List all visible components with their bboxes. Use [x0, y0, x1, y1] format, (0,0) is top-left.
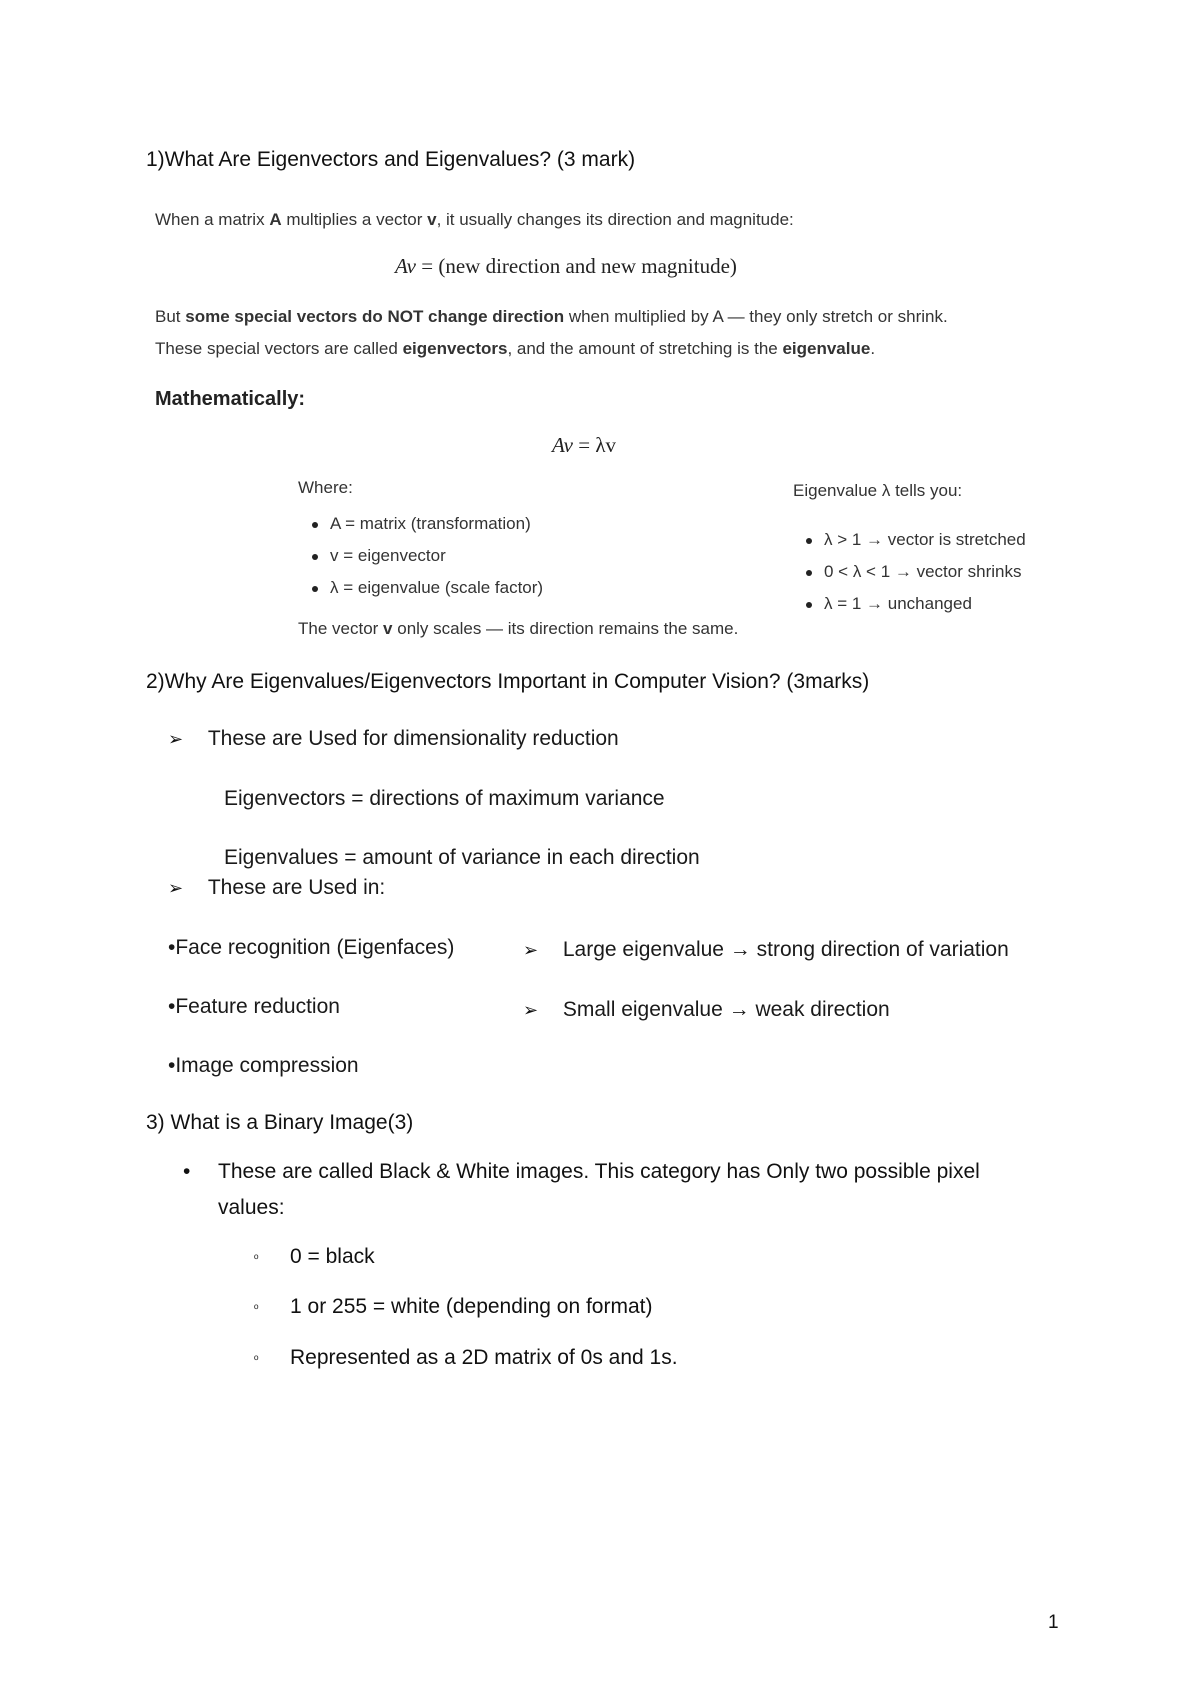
eigenvalue-item: λ = 1 → unchanged [806, 594, 972, 614]
where-item: v = eigenvector [312, 546, 446, 566]
arrow-bullet-icon: ➢ [168, 878, 184, 898]
ring-bullet-icon: º [254, 1252, 259, 1266]
use-item: •Image compression [168, 1054, 359, 1077]
q2-title: 2)Why Are Eigenvalues/Eigenvectors Important in Computer Vision? (3marks) [146, 670, 870, 693]
q1-title: 1)What Are Eigenvectors and Eigenvalues? (3 mark) [146, 148, 636, 171]
binary-value-item: º 1 or 255 = white (depending on format) [254, 1295, 653, 1318]
bullet-icon [806, 538, 812, 544]
q2-point-used-in: ➢ These are Used in: [168, 876, 386, 899]
binary-value-item: º Represented as a 2D matrix of 0s and 1s. [254, 1346, 678, 1369]
eigenvalue-note: ➢ Small eigenvalue → weak direction [523, 998, 890, 1021]
vector-scales-note: The vector v only scales — its direction remains the same. [298, 619, 739, 638]
eigenvalue-item: 0 < λ < 1 → vector shrinks [806, 562, 1021, 582]
ring-bullet-icon: º [254, 1302, 259, 1316]
arrow-bullet-icon: ➢ [523, 1000, 539, 1020]
q1-special-vectors-text: But some special vectors do NOT change direction when multiplied by A — they only stretch or shrink. [155, 307, 948, 326]
eigenvalue-item: λ > 1 → vector is stretched [806, 530, 1026, 550]
q1-intro: When a matrix A multiplies a vector v, it usually changes its direction and magnitude: [155, 210, 794, 229]
where-item: λ = eigenvalue (scale factor) [312, 578, 543, 598]
arrow-bullet-icon: ➢ [523, 940, 539, 960]
page-number: 1 [1048, 1612, 1059, 1633]
bullet-icon [806, 570, 812, 576]
where-item: A = matrix (transformation) [312, 514, 531, 534]
mathematically-heading: Mathematically: [155, 388, 306, 410]
q2-point-dimensionality: ➢ These are Used for dimensionality reduction [168, 727, 619, 750]
equation-av-new-direction: Av = (new direction and new magnitude) [395, 254, 737, 278]
eigenvalue-note: ➢ Large eigenvalue → strong direction of variation [523, 938, 1009, 961]
binary-value-item: º 0 = black [254, 1245, 375, 1268]
q3-description-line2: values: [218, 1196, 285, 1219]
q3-description-line1: These are called Black & White images. This category has Only two possible pixel [218, 1160, 980, 1183]
bullet-icon [806, 602, 812, 608]
use-item: •Face recognition (Eigenfaces) [168, 936, 455, 959]
ring-bullet-icon: º [254, 1353, 259, 1367]
eigenvalue-tells-label: Eigenvalue λ tells you: [793, 481, 963, 500]
q3-title: 3) What is a Binary Image(3) [146, 1111, 414, 1134]
equation-av-lambda-v: Av = λv [552, 433, 617, 457]
use-item: •Feature reduction [168, 995, 340, 1018]
q3-bullet-icon: • [183, 1160, 191, 1183]
q1-eigen-definition-text: These special vectors are called eigenvectors, and the amount of stretching is the eigenvalue. [155, 339, 876, 358]
q2-eigenvectors-line: Eigenvectors = directions of maximum variance [224, 787, 665, 810]
bullet-icon [312, 554, 318, 560]
where-label: Where: [298, 478, 353, 497]
bullet-icon [312, 522, 318, 528]
q2-eigenvalues-line: Eigenvalues = amount of variance in each direction [224, 846, 700, 869]
arrow-bullet-icon: ➢ [168, 729, 184, 749]
bullet-icon [312, 586, 318, 592]
